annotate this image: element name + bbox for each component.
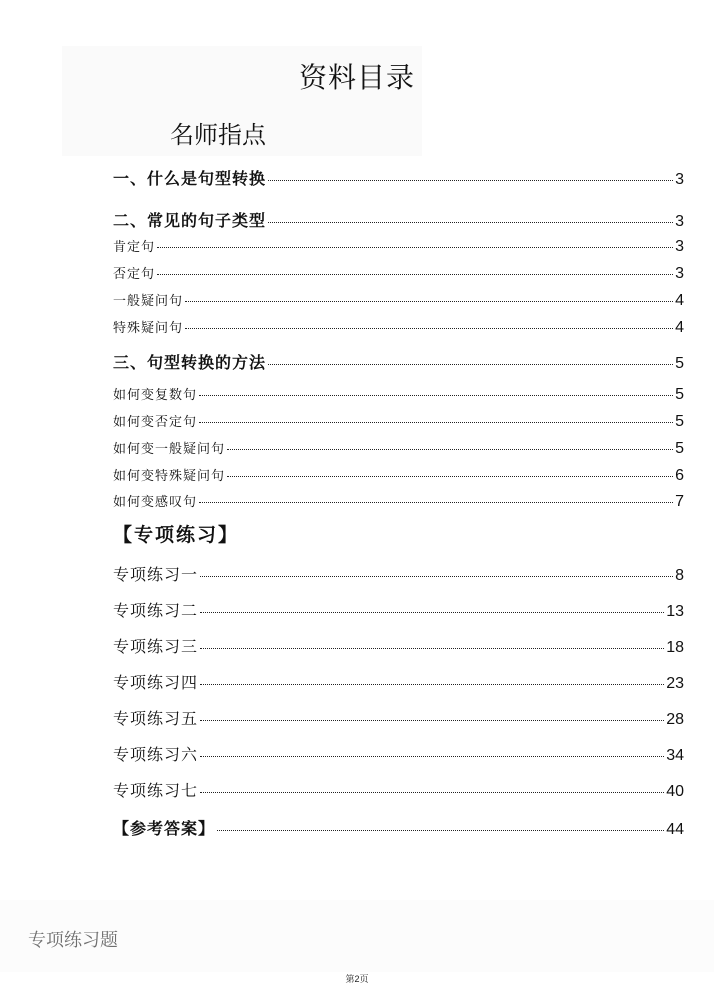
toc-leader-dots xyxy=(268,222,673,223)
practice-entry[interactable] xyxy=(113,778,684,801)
page-subtitle: 名师指点 xyxy=(170,121,266,149)
footer-label: 专项练习题 xyxy=(28,930,118,950)
toc-leader-dots xyxy=(200,684,664,685)
toc-entry-label: 一、什么是句型转换 xyxy=(113,169,267,188)
toc-entry-page: 3 xyxy=(675,265,684,282)
toc-leader-dots xyxy=(185,328,673,329)
toc-entry-page: 7 xyxy=(675,493,684,510)
toc-entry[interactable] xyxy=(113,465,684,485)
toc-entry-page: 5 xyxy=(675,413,684,430)
answers-entry-label: 【参考答案】 xyxy=(113,819,216,838)
practice-entry-label: 专项练习六 xyxy=(113,745,199,764)
toc-entry-label: 如何变特殊疑问句 xyxy=(113,469,226,484)
toc-leader-dots xyxy=(199,422,673,423)
practice-section-heading: 【专项练习】 xyxy=(113,524,240,546)
toc-entry[interactable] xyxy=(113,317,684,337)
toc-leader-dots xyxy=(200,648,664,649)
toc-leader-dots xyxy=(157,247,673,248)
toc-leader-dots xyxy=(268,364,673,365)
toc-leader-dots xyxy=(268,180,673,181)
toc-entry[interactable] xyxy=(113,384,684,404)
toc-entry-label: 否定句 xyxy=(113,267,156,282)
toc-entry-label: 如何变一般疑问句 xyxy=(113,442,226,457)
toc-leader-dots xyxy=(199,395,673,396)
toc-entry[interactable] xyxy=(113,208,684,231)
practice-entry-page: 18 xyxy=(666,639,684,656)
toc-leader-dots xyxy=(200,576,673,577)
toc-leader-dots xyxy=(217,830,664,831)
page-title: 资料目录 xyxy=(298,61,415,94)
practice-entry-page: 34 xyxy=(666,747,684,764)
toc-leader-dots xyxy=(200,792,664,793)
toc-entry[interactable] xyxy=(113,491,684,511)
practice-entry[interactable] xyxy=(113,562,684,585)
toc-leader-dots xyxy=(200,720,664,721)
practice-entry-page: 8 xyxy=(675,567,684,584)
practice-entry-label: 专项练习七 xyxy=(113,781,199,800)
practice-entry-label: 专项练习三 xyxy=(113,637,199,656)
toc-entry[interactable] xyxy=(113,263,684,283)
toc-leader-dots xyxy=(185,301,673,302)
toc-leader-dots xyxy=(200,756,664,757)
toc-entry-label: 三、句型转换的方法 xyxy=(113,353,267,372)
practice-entry[interactable] xyxy=(113,742,684,765)
practice-entry-label: 专项练习五 xyxy=(113,709,199,728)
toc-entry[interactable] xyxy=(113,350,684,373)
practice-entry[interactable] xyxy=(113,634,684,657)
toc-entry[interactable] xyxy=(113,290,684,310)
practice-entry[interactable] xyxy=(113,670,684,693)
toc-entry-page: 6 xyxy=(675,467,684,484)
practice-entry-label: 专项练习一 xyxy=(113,565,199,584)
toc-entry-page: 3 xyxy=(675,238,684,255)
toc-entry-page: 4 xyxy=(675,319,684,336)
toc-entry-page: 3 xyxy=(675,171,684,188)
toc-entry-label: 二、常见的句子类型 xyxy=(113,211,267,230)
toc-leader-dots xyxy=(200,612,664,613)
toc-entry[interactable] xyxy=(113,411,684,431)
answers-entry[interactable] xyxy=(113,816,684,839)
toc-leader-dots xyxy=(199,502,673,503)
toc-entry-page: 4 xyxy=(675,292,684,309)
toc-entry-label: 肯定句 xyxy=(113,240,156,255)
toc-entry-page: 3 xyxy=(675,213,684,230)
toc-entry-label: 如何变否定句 xyxy=(113,415,198,430)
toc-leader-dots xyxy=(157,274,673,275)
toc-entry-label: 如何变复数句 xyxy=(113,388,198,403)
toc-entry[interactable] xyxy=(113,166,684,189)
practice-entry-page: 28 xyxy=(666,711,684,728)
practice-entry-page: 23 xyxy=(666,675,684,692)
practice-entry[interactable] xyxy=(113,598,684,621)
toc-entry[interactable] xyxy=(113,236,684,256)
toc-entry-label: 如何变感叹句 xyxy=(113,495,198,510)
practice-entry-label: 专项练习四 xyxy=(113,673,199,692)
answers-entry-page: 44 xyxy=(666,821,684,838)
toc-entry-label: 一般疑问句 xyxy=(113,294,184,309)
practice-entry-label: 专项练习二 xyxy=(113,601,199,620)
practice-entry-page: 13 xyxy=(666,603,684,620)
practice-entry-page: 40 xyxy=(666,783,684,800)
toc-entry[interactable] xyxy=(113,438,684,458)
toc-leader-dots xyxy=(227,449,673,450)
practice-entry[interactable] xyxy=(113,706,684,729)
toc-entry-page: 5 xyxy=(675,386,684,403)
page-number: 第2页 xyxy=(345,974,369,984)
toc-entry-page: 5 xyxy=(675,355,684,372)
toc-entry-label: 特殊疑问句 xyxy=(113,321,184,336)
toc-entry-page: 5 xyxy=(675,440,684,457)
toc-leader-dots xyxy=(227,476,673,477)
